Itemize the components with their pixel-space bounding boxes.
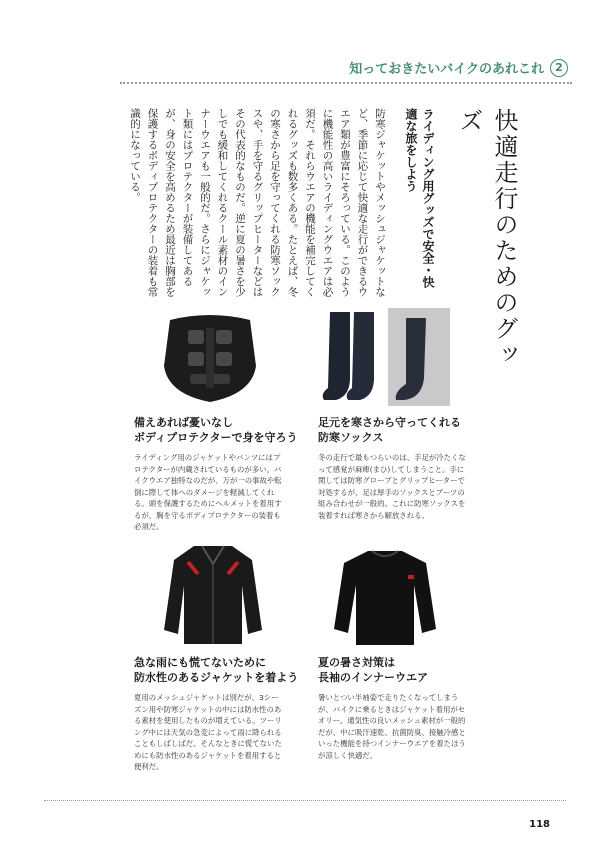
- article-lead: ライディング用グッズで安全・快適な旅をしよう: [404, 108, 435, 288]
- card-protector-title-line2: ボディプロテクターで身を守ろう: [134, 431, 298, 444]
- inner-wear-image: [330, 545, 440, 650]
- card-jacket-text: 夏用のメッシュジャケットは別だが、3シーズン用や防寒ジャケットの中には防水性のある素材を使用したものが増えている。ツーリング中には天気の急変によって雨に降られることもしばしばだ。そんなときに慌てないためにも防水性のあるジャケットを着用すると便利だ。: [134, 693, 282, 771]
- card-protector-title: [134, 415, 297, 445]
- card-inner-title-line2: 長袖のインナーウエア: [318, 671, 428, 684]
- section-number-badge: 2: [550, 59, 568, 77]
- card-socks-title-line1: 足元を寒さから守ってくれる: [318, 416, 461, 429]
- card-jacket-title-line1: 急な雨にも慌てないために: [134, 656, 266, 669]
- card-jacket-title: [134, 655, 298, 685]
- socks-image: [318, 308, 452, 408]
- card-protector-title-line1: 備えあれば憂いなし: [134, 416, 233, 429]
- card-socks-title-line2: 防寒ソックス: [318, 431, 384, 444]
- article-body: 防寒ジャケットやメッシュジャケットなど、季節に応じて快適な走行ができるウエア類が豊富にそろっている。このように機能性の高いライディングウエアは必須だ。それらウエアの機能を補完してくれるグッズも数多くある。たとえば、冬の寒さから足を守ってくれる防寒ソックスや、手を守るグリップヒーターなどはその代表的なものだ。逆に夏の暑さを少しでも緩和してくれるクール素材のインナーウエアも一般的だ。さらにジャケット類にはプロテクターが装備してあるが、身の安全を高めるため最近は胸部を保護するボディプロテクターの装着も常識的になっている。: [129, 108, 386, 297]
- rain-jacket-image: [158, 540, 268, 650]
- section-header: [349, 58, 568, 77]
- body-protector-image: [148, 308, 272, 408]
- section-title: 知っておきたいバイクのあれこれ: [349, 62, 544, 77]
- card-socks-text: 冬の走行で最もつらいのは、手足が冷たくなって感覚が麻痺(まひ)してしまうこと。手に関しては防寒グローブとグリップヒーターで対処するが、足は厚手のソックスとブーツの組み合わせが一般的。これに防寒ソックスを装着すれば寒さから解放される。: [318, 453, 466, 520]
- page-number: 118: [529, 819, 550, 830]
- article-title: 快適走行のためのグッズ: [455, 108, 518, 368]
- card-inner-title: [318, 655, 428, 685]
- card-inner-title-line1: 夏の暑さ対策は: [318, 656, 395, 669]
- card-jacket-title-line2: 防水性のあるジャケットを着よう: [134, 671, 299, 684]
- card-protector-text: ライディング用のジャケットやパンツにはプロテクターが内蔵されているものが多い。バイクウエア独特なのだが、万が一の事故や転倒に際して体へのダメージを軽減してくれる。頭を保護するためにヘルメットを着用するが、胸を守るボディプロテクターの装着も必須だ。: [134, 453, 282, 531]
- header-divider: [120, 82, 572, 84]
- card-inner-text: 暑いとつい半袖姿で走りたくなってしまうが、バイクに乗るときはジャケット着用がセオリー。通気性の良いメッシュ素材が一般的だが、中に吸汗速乾、抗菌防臭、接触冷感といった機能を持つインナーウエアを着たほうが涼しく快適だ。: [318, 693, 466, 760]
- card-socks-title: [318, 415, 461, 445]
- footer-divider: [44, 800, 566, 801]
